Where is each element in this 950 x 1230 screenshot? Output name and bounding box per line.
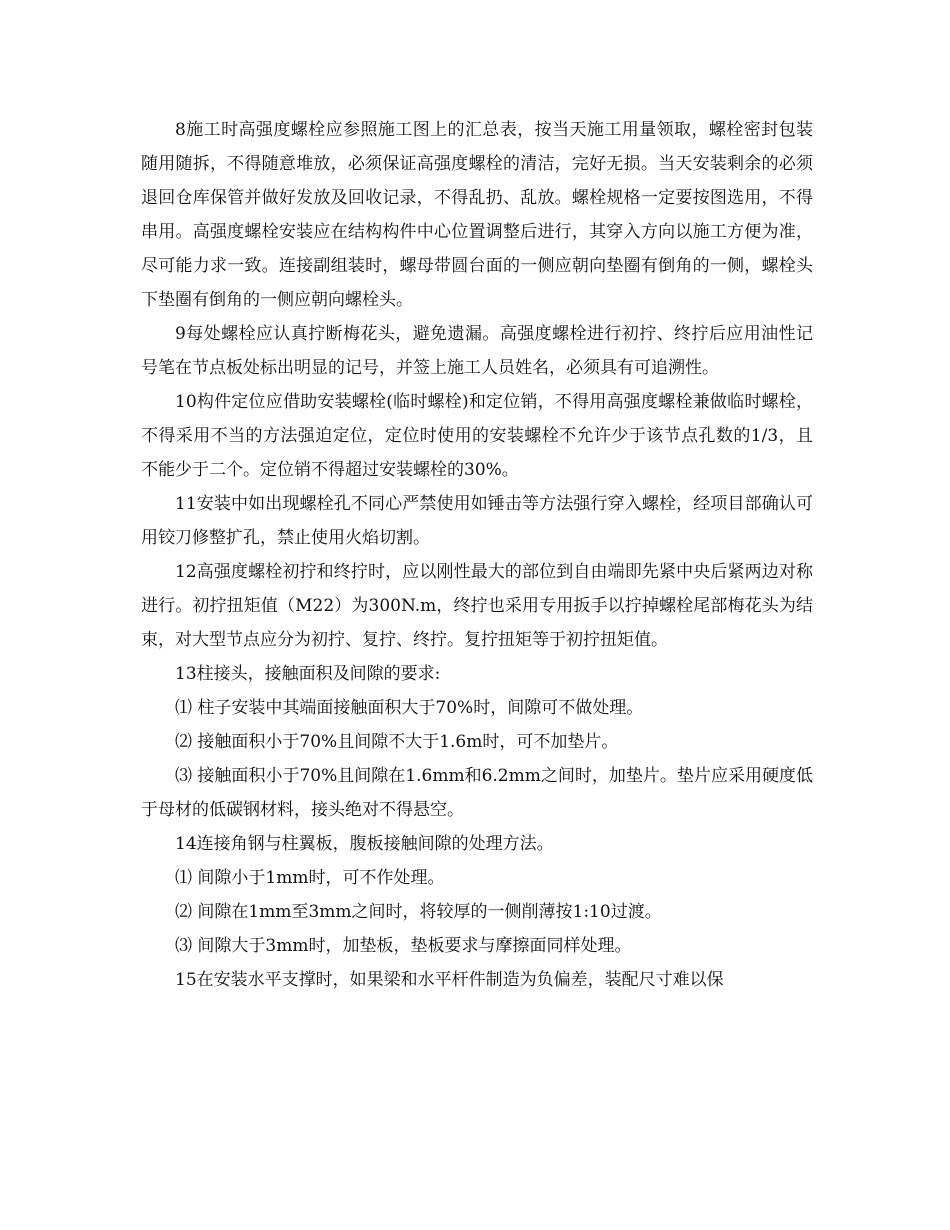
paragraph-13-item-3: ⑶ 接触面积小于70%且间隙在1.6mm和6.2mm之间时，加垫片。垫片应采用硬度低于母材的低碳钢材料，接头绝对不得悬空。 (141, 766, 813, 820)
paragraph-8: 8施工时高强度螺栓应参照施工图上的汇总表，按当天施工用量领取，螺栓密封包装随用随拆，不得随意堆放，必须保证高强度螺栓的清洁，完好无损。当天安装剩余的必须退回仓库保管并做好发放及回收记录，不得乱扔、乱放。螺栓规格一定要按图选用，不得串用。高强度螺栓安装应在结构构件中心位置调整后进行，其穿入方向以施工方便为准，尽可能力求一致。连接副组装时，螺母带圆台面的一侧应朝向垫圈有倒角的一侧，螺栓头下垫圈有倒角的一侧应朝向螺栓头。 (141, 120, 813, 310)
paragraph-9: 9每处螺栓应认真拧断梅花头，避免遗漏。高强度螺栓进行初拧、终拧后应用油性记号笔在节点板处标出明显的记号，并签上施工人员姓名，必须具有可追溯性。 (141, 324, 813, 378)
paragraph-14-item-3: ⑶ 间隙大于3mm时，加垫板，垫板要求与摩擦面同样处理。 (175, 936, 632, 956)
paragraph-14: 14连接角钢与柱翼板，腹板接触间隙的处理方法。 (175, 834, 554, 854)
paragraph-10: 10构件定位应借助安装螺栓(临时螺栓)和定位销，不得用高强度螺栓兼做临时螺栓，不得采用不当的方法强迫定位，定位时使用的安装螺栓不允许少于该节点孔数的1/3，且不能少于二个。定位销不得超过安装螺栓的30%。 (141, 392, 813, 480)
paragraph-13-item-2: ⑵ 接触面积小于70%且间隙不大于1.6m时，可不加垫片。 (175, 732, 619, 752)
paragraph-13: 13柱接头，接触面积及间隙的要求: (175, 664, 441, 684)
paragraph-15: 15在安装水平支撑时，如果梁和水平杆件制造为负偏差，装配尺寸难以保 (175, 970, 724, 990)
paragraph-14-item-2: ⑵ 间隙在1mm至3mm之间时，将较厚的一侧削薄按1:10过渡。 (175, 902, 662, 922)
paragraph-13-item-1: ⑴ 柱子安装中其端面接触面积大于70%时，间隙可不做处理。 (175, 698, 644, 718)
paragraph-11: 11安装中如出现螺栓孔不同心严禁使用如锤击等方法强行穿入螺栓，经项目部确认可用铰刀修整扩孔，禁止使用火焰切割。 (141, 494, 813, 548)
paragraph-14-item-1: ⑴ 间隙小于1mm时，可不作处理。 (175, 868, 445, 888)
paragraph-12: 12高强度螺栓初拧和终拧时，应以刚性最大的部位到自由端即先紧中央后紧两边对称进行。初拧扭矩值（M22）为300N.m，终拧也采用专用扳手以拧掉螺栓尾部梅花头为结束，对大型节点应分为初拧、复拧、终拧。复拧扭矩等于初拧扭矩值。 (141, 562, 813, 650)
document-body (141, 113, 813, 997)
